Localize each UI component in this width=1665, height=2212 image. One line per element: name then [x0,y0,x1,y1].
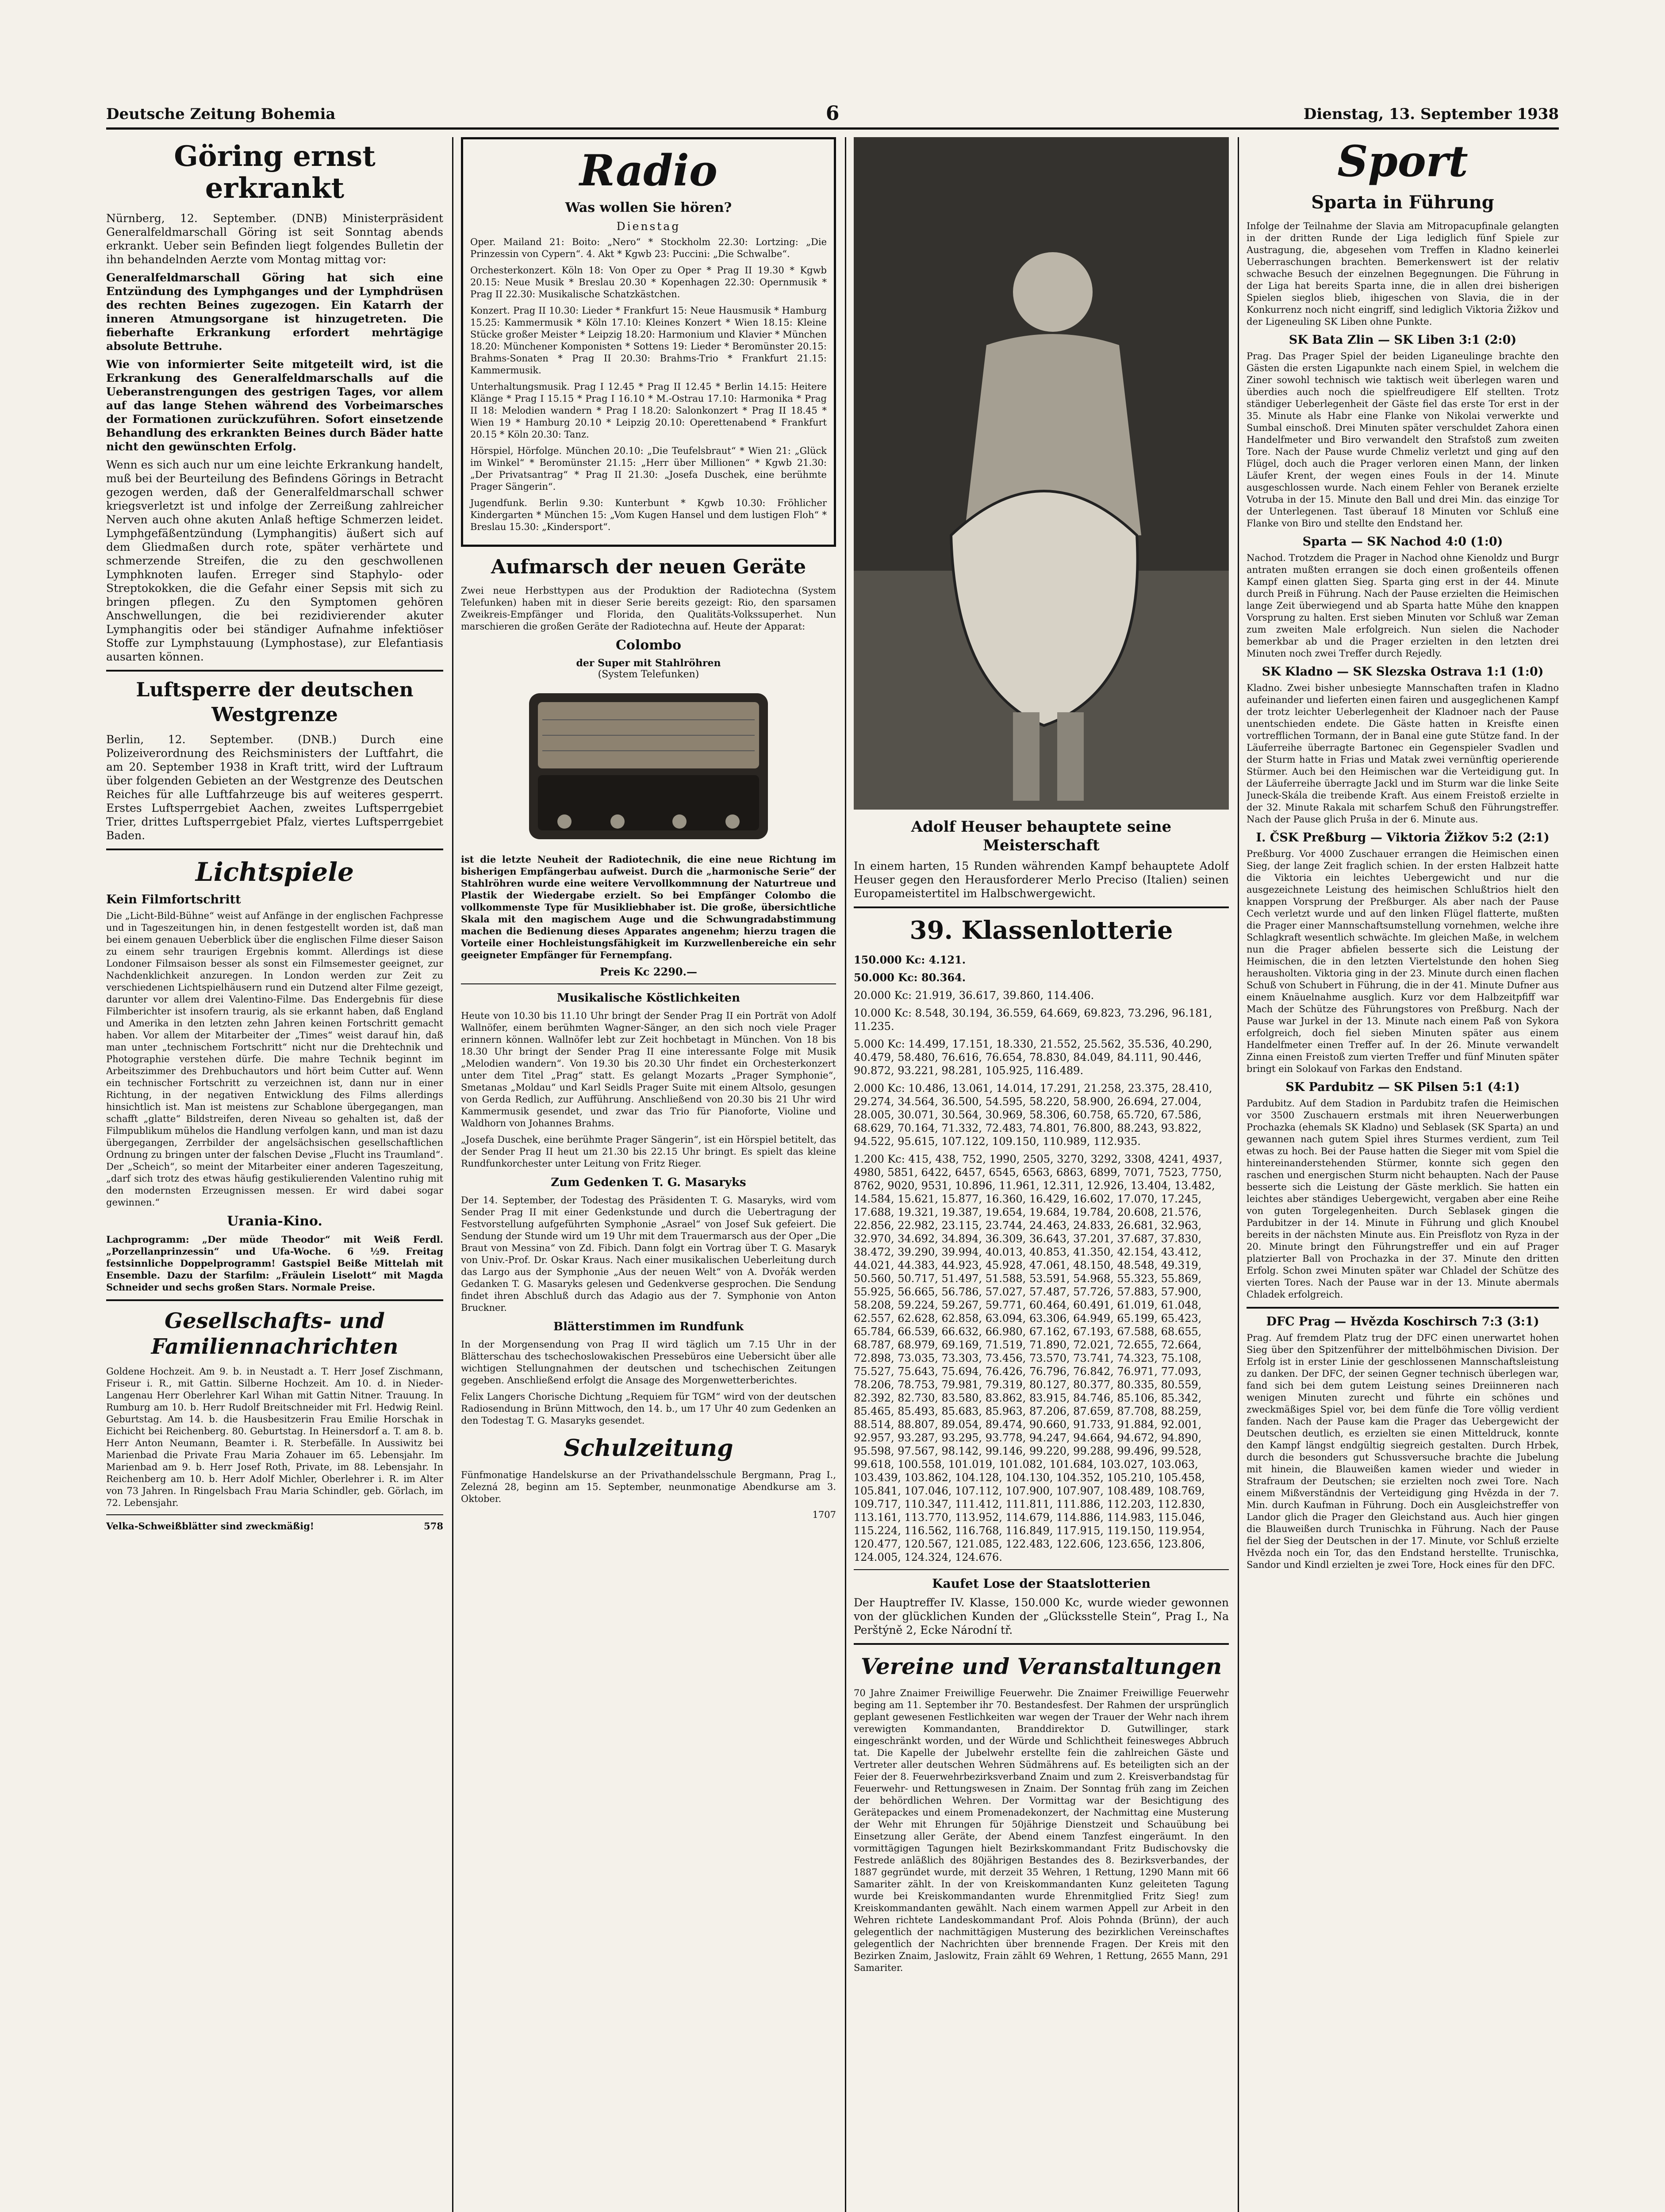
section-rule [854,1569,1229,1570]
blatterstimmen-heading: Blätterstimmen im Rundfunk [553,1320,744,1333]
lotterie-prize-line: 20.000 Kc: 21.919, 36.617, 39.860, 114.406. [854,989,1094,1002]
kostlichkeiten-paragraph: „Josefa Duschek, eine berühmte Prager Sängerin“, ist ein Hörspiel betitelt, das der Sender Prag II heut um 21.30 bis 22.15 Uhr bringt. Es spielt das kleine Rundfunkorchester unter Leitung von Fritz Rieger. [461,1134,836,1169]
column-1 [106,137,443,2212]
schulzeitung-headline: Schulzeitung [564,1435,733,1462]
gesellschaft-headline: Gesellschafts- und Familiennachrichten [151,1309,399,1359]
match-heading: DFC Prag — Hvězda Koschirsch 7:3 (3:1) [1266,1315,1539,1329]
masaryk-paragraph: Der 14. September, der Todestag des Präsidenten T. G. Masaryks, wird vom Sender Prag II mit einer Gedenkstunde und durch die Uebertragung der Festvorstellung aufgeführten Symphonie „Asrael“ von Josef Suk gefeiert. Die Sendung der Stunde wird um 19 Uhr mit dem Trauermarsch aus der Oper „Die Braut von Messina“ von Zd. Fibich. Dann folgt ein Vortrag über T. G. Masaryk von Univ.-Prof. Dr. Oskar Kraus. Nach einer musikalischen Ueberleitung durch das Largo aus der Symphonie „Aus der neuen Welt“ von A. Dvořák werden Gedanken T. G. Masaryks gelesen und Gedenkverse gesprochen. Die Sendung findet ihren Abschluß durch das Adagio aus der 7. Symphonie von Anton Bruckner. [461,1195,836,1313]
gesellschaft-paragraph: Goldene Hochzeit. Am 9. b. in Neustadt a. T. Herr Josef Zischmann, Friseur i. R., mit Gattin. Silberne Hochzeit. Am 10. d. in Nieder-Langenau Herr Oberlehrer Karl Wihan mit Gattin Nitner. Trauung. In Rumburg am 10. b. Herr Rudolf Breitschneider mit Frl. Hedwig Reinl. Geburtstag. Am 14. b. die Hausbesitzerin Frau Emilie Horschak in Eichicht bei Reichenberg. 80. Geburtstag. In Heinersdorf a. T. am 8. b. Herr Anton Neumann, Beamter i. R. Sterbefälle. In Aussiwitz bei Marienbad die Private Frau Maria Zohauer im 65. Lebensjahr. Im Marienbad am 9. b. Herr Josef Roth, Private, im 88. Lebensjahr. In Reichenberg am 10. b. Herr Adolf Michler, Oberlehrer i. R. im Alter von 73 Jahren. In Ringelsbach Frau Maria Schindler, geb. Görlach, im 72. Lebensjahr. [106,1366,443,1508]
section-rule [461,983,836,984]
lotterie-headline: 39. Klassenlotterie [909,916,1173,945]
section-rule [106,1514,443,1515]
goering-paragraph: Nürnberg, 12. September. (DNB) Ministerpräsident Generalfeldmarschall Göring ist seit Sonntag abends erkrankt. Ueber sein Befinden liegt folgendes Bulletin der ihn behandelnden Aerzte vom Montag mittag vor: [106,212,443,266]
luftsperre-paragraph: Berlin, 12. September. (DNB.) Durch eine Polizeiverordnung des Reichsministers der Luftfahrt, die am 20. September 1938 in Kraft tritt, wird der Luftraum über folgenden Gebieten an der Westgrenze des Deutschen Reiches für alle Luftfahrzeuge bis auf weiteres gesperrt. Erstes Luftsperrgebiet Aachen, zweites Luftsperrgebiet Trier, drittes Luftsperrgebiet Pfalz, viertes Luftsperrgebiet Baden. [106,733,443,842]
match-report: Nachod. Trotzdem die Prager in Nachod ohne Kienoldz und Burgr antraten mußten errangen sie doch einen großenteils offenen Kampf einen glatten Sieg. Sparta ging erst in der 44. Minute durch Preiß in Führung. Nach der Pause erzielten die Heimischen lange Zeit überwiegend und ab Sparta hatte Mühe den knappen Vorsprung zu halten. Erst sieben Minuten vor Schluß war Zeman zum zweiten Male erfolgreich. Nun sielen die Nachoder bemerkbar ab und die Prager erzielten in den letzten drei Minuten noch zwei Treffer durch Rejedly. [1247,553,1559,659]
section-rule [854,906,1229,908]
kostlichkeiten-heading: Musikalische Köstlichkeiten [556,991,740,1005]
radio-box [461,137,836,547]
vereine-paragraph: 70 Jahre Znaimer Freiwillige Feuerwehr. Die Znaimer Freiwillige Feuerwehr beging am 11. September ihr 70. Bestandesfest. Der Rahmen der ursprünglich geplant gewesenen Festlichkeiten war wegen der Trauer der Wehr nach ihrem verewigten Kommandanten, Branddirektor D. Gutwillinger, stark eingeschränkt worden, und der Würde und Schlichtheit feinesweges Abbruch tat. Die Kapelle der Jubelwehr erstellte fein die zahlreichen Gäste und Vertreter aller deutschen Wehren Südmährens auf. Es beteiligten sich an der Feier der 8. Feuerwehrbezirksverband Znaim und zum 2. Kreisverbandstag für Feuerwehr- und Rettungswesen in Znaim. Der Sonntag früh zang im Zeichen der behördlichen Wehren. Der Vormittag war der Besichtigung des Gerätepackes und einem Promenadekonzert, der Nachmittag eine Musterung der Wehr mit Ehrungen für 50jährige Dienstzeit und Schauübung bei Einsetzung aller Geräte, der Abend einem Tanzfest eingeräumt. In den vormittägigen Tagungen hielt Bezirkskommandant Fritz Budischovsky die Festrede anläßlich des 80jährigen Bestandes des 8. Bezirksverbandes, der 1887 gegründet wurde, mit derzeit 35 Wehren, 1 Rettung, 1290 Mann mit 66 Samariter zählt. In der von Kreiskommandanten Kunz geleiteten Tagung wurde bei Kreiskommandanten wurde Ehrenmitglied Fritz Sieg! zum Kreiskommandanten gewählt. Nach einem warmen Appell zur Arbeit in den Wehren richtete Landeskommandant Prof. Alois Pohnda (Brünn), der auch gelegentlich der nachmittägigen Musterung des bezirklichen Vereinschaftes gelegentlich der Nachrichten über brennende Fragen. Der Kreis mit den Bezirken Znaim, Jaslowitz, Frain zählt 69 Wehren, 1 Rettung, 2655 Mann, 291 Samariter. [854,1688,1229,1973]
lotterie-prize-line: 150.000 Kc: 4.121. [854,953,966,966]
goering-paragraph: Wie von informierter Seite mitgeteilt wird, ist die Erkrankung des Generalfeldmarschalls auf die Ueberanstrengungen des gestrigen Tages, vor allem auf das lange Stehen während des Vorbeimarsches der Formationen zurückzuführen. Sofort einsetzende Behandlung des erkrankten Beines durch Bäder hatte nicht den gewünschten Erfolg. [106,358,443,453]
ad-text: Velka-Schweißblätter sind zweckmäßig! [106,1521,314,1532]
kostlichkeiten-paragraph: Heute von 10.30 bis 11.10 Uhr bringt der Sender Prag II ein Porträt von Adolf Wallnöfer, einem berühmten Wagner-Sänger, an den sich noch viele Prager erinnern können. Wallnöfer lebt zur Zeit hochbetagt in München. Von 18 bis 18.30 Uhr bringt der Sender Prag II eine interessante Folge mit Musik „Melodien wandern“. Von 19.30 bis 20.30 Uhr findet ein Orchesterkonzert unter dem Titel „Prag“ statt. Es gelangt Mozarts „Prager Symphonie“, Smetanas „Moldau“ und Karl Seidls Prager Suite mit einem Altsolo, gesungen von Gerda Redlich, zur Aufführung. Anschließend von 20.30 bis 21 Uhr wird Kammermusik gesendet, und zwar das Trio für Pianoforte, Violine und Waldhorn von Johannes Brahms. [461,1010,836,1129]
masaryk-heading: Zum Gedenken T. G. Masaryks [551,1176,746,1189]
lichtspiele-paragraph: Die „Licht-Bild-Bühne“ weist auf Anfänge in der englischen Fachpresse und in Tageszeitungen hin, in denen festgestellt worden ist, daß man bei einem genauen Ueberblick über die englischen Filme dieser Saison zu einem sehr traurigen Ergebnis kommt. Allerdings ist diese Londoner Filmsaison besser als sonst ein Filmsemester geeignet, zur Nachdenklichkeit anzuregen. In London werden zur Zeit zu verschiedenen Lichtspielhäusern rund ein Dutzend alter Filme gezeigt, darunter vor allem drei Valentino-Filme. Das Endergebnis für diese Filmberichter ist insofern traurig, als sie erkannt haben, daß England und Amerika in den letzten zehn Jahren keinen Fortschritt gemacht haben. Vor allem der Mitarbeiter der „Times“ weist darauf hin, daß man unter „technischem Fortschritt“ nicht nur die Drehtechnik und Photographie verstehen dürfe. Die mahre Technik beginnt im Arbeitszimmer des Drehbuchautors und hört beim Cutter auf. Wenn ein technischer Fortschritt zu verzeichnen ist, dann nur in einer Richtung, in der negativen Entwicklung des Films allerdings hinsichtlich ist. Man ist meistens zur Schablone übergegangen, man schafft „glatte“ Bildstreifen, deren Niveau so gehalten ist, daß der Filmpublikum mühelos die Handlung verfolgen kann, und man ist dazu übergegangen, Zerrbilder der angelsächsischen gesellschaftlichen Ordnung zu bringen unter der falschen Devise „Flucht ins Traumland“. Der „Scheich“, so meint der Mitarbeiter einer anderen Tageszeitung, „darf sich trotz des etwas häufig gestikulierenden Valentino ruhig mit den modernsten Erzeugnissen messen. Er wird dabei sogar gewinnen.“ [106,910,443,1208]
aufmarsch-paragraph: ist die letzte Neuheit der Radiotechnik, die eine neue Richtung im bisherigen Empfängerbau aufweist. Durch die „harmonische Serie“ der Stahlröhren wurde eine weitere Vervollkommnung der Naturtreue und Plastik der Wiedergabe erzielt. So bei Empfänger Colombo die vollkommenste Type für Musikliebhaber ist. Die große, übersichtliche Skala mit den magischem Auge und die Schwungradabstimmung machen die Bedienung dieses Apparates angenehm; hierzu tragen die Vorteile einer Hochleistungsfähigkeit im Kurzwellenbereiche ein sehr geeigneter Empfänger für Fernempfang. [461,854,836,960]
urania-paragraph: Lachprogramm: „Der müde Theodor“ mit Weiß Ferdl. „Porzellanprinzessin“ und Ufa-Woche. 6 ½9. Freitag festsinnliche Doppelprogramm! Gastspiel Beiße Mittelah mit Ensemble. Dazu der Starfilm: „Fräulein Liselott“ mit Magda Schneider und sechs großen Stars. Normale Preise. [106,1234,443,1293]
vereine-headline: Vereine und Veranstaltungen [860,1653,1222,1679]
schulzeitung-number: 1707 [812,1509,836,1520]
urania-heading: Urania-Kino. [227,1214,322,1229]
colombo-subheading: (System Telefunken) [598,669,699,680]
radio-program: Orchesterkonzert. Köln 18: Von Oper zu Oper * Prag II 19.30 * Kgwb 20.15: Neue Musik * Breslau 20.30 * Kopenhagen 22.30: Opernmusik * Prag II 22.30: Musikalische Schatzkästchen. [470,265,827,300]
radio-headline: Radio [579,146,717,196]
radio-program: Hörspiel, Hörfolge. München 20.10: „Die Teufelsbraut“ * Wien 21: „Glück im Winkel“ * Beromünster 21.15: „Herr über Millionen“ * Kgwb 21.30: „Der Privatsantrag“ * Prag II 21.30: „Josefa Duschek, eine berühmte Prager Sängerin“. [470,445,827,492]
page-header [106,101,1559,130]
section-rule [106,1299,443,1301]
match-heading: I. ČSK Preßburg — Viktoria Žižkov 5:2 (2:1) [1256,831,1550,845]
match-heading: SK Bata Zlin — SK Liben 3:1 (2:0) [1289,333,1517,347]
lotterie-numbers [854,953,1229,1564]
lotterie-prize-line: 10.000 Kc: 8.548, 30.194, 36.559, 64.669, 69.823, 73.296, 96.181, 11.235. [854,1007,1212,1033]
aufmarsch-headline: Aufmarsch der neuen Geräte [491,556,806,578]
section-rule [106,849,443,850]
photo-caption-title: Adolf Heuser behauptete seine Meisterschaft [911,818,1172,854]
colombo-subheading: der Super mit Stahlröhren [576,657,721,669]
goering-bulletin: Generalfeldmarschall Göring hat sich eine Entzündung des Lymphganges und der Lymphdrüsen des rechten Beines zugezogen. Ein Katarrh der inneren Atmungsorgane ist hinzugetreten. Die fieberhafte Erkrankung erfordert mehrtägige absolute Bettruhe. [106,271,443,353]
radio-program: Unterhaltungsmusik. Prag I 12.45 * Prag II 12.45 * Berlin 14.15: Heitere Klänge * Prag I 15.15 * Prag I 16.10 * M.-Ostrau 17.10: Harmonika * Prag II 18: Melodien wandern * Prag I 18.20: Salonkonzert * Prag II 18.45 * Wien 19 * Hamburg 20.10 * Leipzig 20.10: Operettenabend * Frankfurt 20.15 * Köln 20.30: Tanz. [470,381,827,440]
radio-subheading: Was wollen Sie hören? [565,200,732,215]
ad-footer [106,1521,443,1532]
blatterstimmen-paragraph: In der Morgensendung von Prag II wird täglich um 7.15 Uhr in der Blätterschau des tschechoslowakischen Pressebüros eine Uebersicht über alle wichtigen Stellungnahmen der deutschen und tschechischen Zeitungen gegeben. Anschließend erfolgt die Ansage des Morgenwetterberichtes. [461,1339,836,1386]
radio-program: Oper. Mailand 21: Boito: „Nero“ * Stockholm 22.30: Lortzing: „Die Prinzessin von Cypern“. 4. Akt * Kgwb 23: Puccini: „Die Schwalbe“. [470,237,827,259]
column-3 [854,137,1229,2212]
lotterie-prize-line: 5.000 Kc: 14.499, 17.151, 18.330, 21.552, 25.562, 35.536, 40.290, 40.479, 58.480, 76.616, 76.654, 78.830, 84.049, 84.111, 90.446, 90.872, 93.221, 98.281, 105.925, 116.489. [854,1038,1212,1077]
sport-headline: Sport [1337,137,1468,186]
radio-program: Jugendfunk. Berlin 9.30: Kunterbunt * Kgwb 10.30: Fröhlicher Kindergarten * München 15: „Vom Kugen Hansel und dem lustigen Floh“ * Breslau 15.30: „Kindersport“. [470,498,827,532]
column-2 [461,137,836,2212]
aufmarsch-paragraph: Zwei neue Herbsttypen aus der Produktion der Radiotechna (System Telefunken) haben mit in dieser Serie bereits gezeigt: Rio, den sparsamen Zweikreis-Empfänger und Florida, den Qualitäts-Volkssuperhet. Nun marschieren die großen Geräte der Radiotechna auf. Heute der Apparat: [461,585,836,632]
match-report: Prag. Das Prager Spiel der beiden Liganeulinge brachte den Gästen die ersten Ligapunkte nach einem Spiel, in welchem die Ziner sowohl technisch wie taktisch weit überlegen waren und überdies auch noch die spielfreudigere Elf stellten. Trotz ständiger Ueberlegenheit der Gäste fiel das erste Tor erst in der 35. Minute als Habr eine Flanke von Nikolai verwerkte und Sumbal einschoß. Drei Minuten später verschuldet Zahora einen Handelfmeter und Biro verwandelt den Strafstoß zum zweiten Tore. Nach der Pause wurde Chmeliz verletzt und ging auf den Flügel, doch auch die Prager verloren einen Mann, der linken Läufer Krent, der wegen eines Fouls in der 14. Minute ausgeschlossen wurde. Nach einem Fehler von Beranek erzielte Votruba in der 15. Minute den Ball und drei Min. das einzige Tor der Unterlegenen. Tast überauf 18 Minuten vor Schluß eine Flanke von Biro und stellte den Endstand her. [1247,351,1559,529]
ad-number: 578 [424,1521,443,1532]
lotterie-ad-heading: Kaufet Lose der Staatslotterien [932,1576,1151,1591]
section-rule [854,1643,1229,1645]
lotterie-ad-text: Der Hauptreffer IV. Klasse, 150.000 Kc, wurde wieder gewonnen von der glücklichen Kunden der „Glücksstelle Stein“, Prag I., Na Perštýně 2, Ecke Národní tř. [854,1596,1229,1636]
column-divider [845,137,846,2212]
newspaper-name: Deutsche Zeitung Bohemia [106,105,336,123]
lotterie-prize-line: 1.200 Kc: 415, 438, 752, 1990, 2505, 3270, 3292, 3308, 4241, 4937, 4980, 5851, 6422, 6457, 6545, 6563, 6863, 6899, 7071, 7523, 7750, 8762, 9020, 9531, 10.896, 11.961, 12.311, 12.926, 13.404, 13.482, 14.584, 15.621, 15.877, 16.360, 16.429, 16.602, 17.070, 17.245, 17.688, 19.321, 19.387, 19.654, 19.684, 19.784, 20.608, 21.576, 22.856, 22.982, 23.115, 23.744, 24.463, 24.833, 26.681, 32.963, 32.970, 34.692, 34.894, 36.309, 36.643, 37.201, 37.687, 37.830, 38.472, 39.290, 39.994, 40.013, 40.853, 41.350, 42.154, 43.412, 44.021, 44.383, 44.923, 45.928, 47.061, 48.150, 48.548, 49.319, 50.560, 50.717, 51.497, 51.588, 53.591, 54.968, 55.323, 55.869, 55.925, 56.665, 56.786, 57.027, 57.487, 57.726, 57.883, 57.900, 58.208, 59.224, 59.267, 59.771, 60.464, 60.491, 61.019, 61.048, 62.557, 62.628, 62.858, 63.094, 63.306, 64.949, 65.199, 65.423, 65.784, 66.539, 66.632, 66.980, 67.162, 67.193, 67.588, 68.655, 68.787, 68.979, 69.169, 71.519, 71.890, 72.021, 72.655, 72.664, 72.898, 73.035, 73.303, 73.456, 73.570, 73.741, 74.323, 75.108, 75.527, 75.643, 75.694, 76.426, 76.796, 76.842, 76.971, 77.093, 78.206, 78.753, 79.981, 79.319, 80.127, 80.377, 80.335, 80.559, 82.392, 82.730, 83.580, 83.862, 83.915, 84.746, 85.106, 85.342, 85.465, 85.493, 85.683, 85.963, 87.206, 87.659, 87.708, 88.259, 88.514, 88.807, 89.054, 89.474, 90.660, 91.733, 91.884, 92.001, 92.957, 93.287, 93.295, 93.778, 94.247, 94.664, 94.672, 94.890, 95.598, 97.567, 98.142, 99.146, 99.220, 99.288, 99.496, 99.528, 99.618, 100.558, 101.019, 101.082, 101.684, 103.027, 103.063, 103.439, 103.862, 104.128, 104.130, 104.352, 105.210, 105.458, 105.841, 107.046, 107.112, 107.900, 107.907, 108.489, 108.769, 109.717, 110.347, 111.412, 111.811, 111.886, 112.203, 112.830, 113.161, 113.770, 113.952, 114.679, 114.886, 114.983, 115.046, 115.224, 116.562, 116.768, 116.849, 117.915, 119.150, 119.954, 120.477, 120.567, 121.085, 122.483, 122.606, 123.656, 123.806, 124.005, 124.324, 124.676. [854,1153,1223,1563]
goering-paragraph: Wenn es sich auch nur um eine leichte Erkrankung handelt, muß bei der Beurteilung des Befindens Görings in Betracht gezogen werden, daß der Generalfeldmarschall schwer kriegsverletzt ist und infolge der Zerreißung zahlreicher Nerven auch ohne akuten Anlaß heftige Schmerzen leidet. Lymphgefäßentzündung (Lymphangitis) äußert sich auf dem Gliedmaßen durch rote, später verhärtete und schmerzende Streifen, die zu den geschwollenen Lymphknoten laufen. Erreger sind Staphylo- oder Streptokokken, die die Gefahr einer Sepsis mit sich zu bringen pflegen. Zu den Symptomen gehören Anschwellungen, die bei rezidivierender akuter Lymphangitis oder bei ständiger Aufnahme infektiöser Stoffe zur Lymphstauung (Lymphostase), zur Elefantiasis ausarten können. [106,458,443,663]
photo-caption-text: In einem harten, 15 Runden währenden Kampf behauptete Adolf Heuser gegen den Herausforderer Merlo Preciso (Italien) seinen Europameistertitel im Halbschwergewicht. [854,860,1229,900]
lichtspiele-headline: Lichtspiele [195,857,354,887]
requiem-paragraph: Felix Langers Chorische Dichtung „Requiem für TGM“ wird von der deutschen Radiosendung in Brünn Mittwoch, den 14. b., um 17 Uhr 40 zum Gedenken an den Todestag T. G. Masaryks gesendet. [461,1391,836,1426]
page-number: 6 [825,102,840,125]
section-rule [1247,1307,1559,1309]
match-report: Kladno. Zwei bisher unbesiegte Mannschaften trafen in Kladno aufeinander und lieferten einen fairen und ausgeglichenen Kampf der trotz leichter Ueberlegenheit der Kladnoer nach der Pause unentschieden endete. Die Gäste hatten in Kreisfte einen vortrefflichen Tormann, der in Banal eine gute Stütze fand. In der Läuferreihe überragte Bartonec ein Gegenspieler Svadlen und der Sturm hatte in Frias und Matak zwei vernünftig operierende Stürmer. Auch bei den Heimischen war die Verteidigung gut. In der Läuferreihe überragte Jackl und im Sturm war die linke Seite Juneck-Skála die treibende Kraft. Aus einem Freistoß erzielte in der 32. Minute Rakala mit scharfem Schuß den Führungstreffer. Nach der Pause glich Pruša in der 6. Minute aus. [1247,683,1559,825]
radio-set-image [525,684,772,848]
lotterie-prize-line: 50.000 Kc: 80.364. [854,971,966,984]
price: Preis Kc 2290.— [600,965,697,978]
radio-program: Konzert. Prag II 10.30: Lieder * Frankfurt 15: Neue Hausmusik * Hamburg 15.25: Kammermusik * Köln 17.10: Kleines Konzert * Wien 18.15: Kleine Stücke großer Meister * Leipzig 18.20: Harmonium und Klavier * München 18.20: Münchener Komponisten * Sottens 19: Lieder * Beromünster 20.15: Brahms-Sonaten * Prag II 20.30: Brahms-Trio * Frankfurt 21.15: Kammermusik. [470,305,827,376]
section-rule [106,670,443,672]
match-report: Pardubitz. Auf dem Stadion in Pardubitz trafen die Heimischen vor 3500 Zuschauern erstmals mit ihren Neuerwerbungen Prochazka (ehemals SK Kladno) und Seblasek (SK Sparta) an und gewannen nach gutem Spiel ihres Sturmes verdient, zum Teil etwas zu hoch. Bei der Pause hatten die Sieger mit vom Spiel die hintereinanderstehenden Stürmer, konnte sich gegen den raschen und energischen Sturm nicht behaupten. Nach der Pause besserte sich die Leistung der Gäste merklich. Sie hatten ein leichtes aber ständiges Uebergewicht, vergaben aber eine Reihe von guten Torgelegenheiten. Durch Seblasek gingen die Pardubitzer in der 14. Minute in Führung und glich Knoubel bereits in der nächsten Minute aus. Ein Preisflotz von Ryza in der 20. Minute bringt den Führungstreffer und ein auf Prager platzierter Ball von Prochazka in der 37. Minute den dritten Erfolg. Schon zwei Minuten später war Chladel der Schütze des vierten Tores. Nach der Pause war in der 13. Minute abermals Chladek erfolgreich. [1247,1098,1559,1300]
match-report: Prag. Auf fremdem Platz trug der DFC einen unerwartet hohen Sieg über den Spitzenführer der mittelböhmischen Division. Der Erfolg ist in erster Linie der geschlossenen Mannschaftsleistung zu danken. Der DFC, der seinen Gegner technisch überlegen war, fand sich bei dem gutem Leistung seines Dreiinneren nach wenigen Minuten zurecht und führte ein schönes und zweckmäßiges Spiel vor, bei dem fünfe die Tore völlig verdient fanden. Nach der Pause kam die Prager das Uebergewicht der Deutschen deutlich, es erzielten sie einen Mitteldruck, konnte den Kampf längst endgültig siegreich gestalten. Durch Hrbek, durch die besonders gut Schussversuche brachte die Jubelung mit hinein, die Blauweißen kamen wieder und wieder in Strafraum der Deutschen; sie erzielten noch zwei Tore. Nach einem Mißverständnis der Verteidigung ging Hvězda in der 7. Min. durch Kaufman in Führung. Doch ein Ausgleichstreffer von Landor glich die Prager den Gleichstand aus. Auch hier gingen die Blauweißen durch Trunischka in Führung. Nach der Pause fiel der Sieg der Deutschen in der 17. Minute, vor Schluß erzielte Hvězda noch ein Tor, das den Endstand herstellte. Trunischka, Sandor und Kindl erzielten je zwei Tore, Hock eines für den DFC. [1247,1333,1559,1570]
match-heading: SK Kladno — SK Slezska Ostrava 1:1 (1:0) [1262,665,1544,679]
match-report: Preßburg. Vor 4000 Zuschauer errangen die Heimischen einen Sieg, der lange Zeit fraglich schien. In der ersten Halbzeit hatte die Viktoria ein leichtes Uebergewicht und nur die ausgezeichnete Leistung des heimischen Schlußtrios hielt den knappen Vorsprung der Preßburger. Als aber nach der Pause Cech verletzt wurde und auf den linken Flügel flatterte, mußten die Prager einer Mannschaftsumstellung vornehmen, welche ihre Schlagkraft wesentlich schwächte. Im gleichen Maße, in welchem nun die Prager abfielen besserte sich die Leistung der Heimischen, die in den letzten Viertelstunde den hohen Sieg herausholten. Viktoria ging in der 23. Minute durch einen flachen Schuß von Schubert in Führung, die in der 41. Minute Dufner aus einem Knäuelnahme ausglich. Kurz vor dem Halbzeitpfiff war Mach der Schütze des Führungstores von Preßburg. Nach der Pause war Jurkel in der 13. Minute nach einem Paß von Sykora erfolgreich, doch fiel sieben Minuten später aus einem Handelfmeter einen Treffer auf. In der 26. Minute verwandelt Zinna einen Freistoß zum vierten Treffer und fünf Minuten später bringt ein Solokauf von Farkas den Endstand. [1247,849,1559,1074]
goering-headline: Göring ernst erkrankt [174,140,376,205]
issue-date: Dienstag, 13. September 1938 [1303,105,1559,123]
match-heading: Sparta — SK Nachod 4:0 (1:0) [1302,535,1503,549]
column-4 [1247,137,1559,2212]
boxer-photo [854,137,1229,810]
radio-day: Dienstag [616,220,681,233]
column-divider [1238,137,1239,2212]
match-heading: SK Pardubitz — SK Pilsen 5:1 (4:1) [1285,1080,1520,1094]
sparta-headline: Sparta in Führung [1311,192,1494,213]
schulzeitung-paragraph: Fünfmonatige Handelskurse an der Privathandelsschule Bergmann, Prag I., Zelezná 28, beginn am 15. September, neunmonatige Abendkurse am 3. Oktober. [461,1470,836,1504]
lichtspiele-subheading: Kein Filmfortschritt [106,893,241,906]
column-divider [452,137,453,2212]
lotterie-prize-line: 2.000 Kc: 10.486, 13.061, 14.014, 17.291, 21.258, 23.375, 28.410, 29.274, 34.564, 36.500, 54.595, 58.220, 58.900, 26.694, 27.004, 28.005, 30.071, 30.564, 30.969, 58.306, 60.758, 65.720, 67.586, 68.629, 70.164, 71.332, 72.483, 74.801, 76.800, 88.243, 93.822, 94.522, 95.615, 107.122, 109.150, 110.989, 112.935. [854,1082,1212,1148]
luftsperre-headline: Luftsperre der deutschen Westgrenze [136,679,414,726]
colombo-heading: Colombo [615,637,682,653]
sport-paragraph: Infolge der Teilnahme der Slavia am Mitropacupfinale gelangten in der dritten Runde der Liga lediglich fünf Spiele zur Austragung, die, abgesehen vom Treffen in Kladno keinerlei Ueberraschungen brachten. Bemerkenswert ist der relativ schwache Besuch der einzelnen Begegnungen. Die Führung in der Liga hat bereits Sparta inne, die in allen drei bisherigen Spielen sieglos blieb, ihigeschen von Slavia, die in der Konkurrenz noch nicht eingriff, sind lediglich Viktoria Žižkov und der Ligeneuling SK Liben ohne Punkte. [1247,221,1559,327]
